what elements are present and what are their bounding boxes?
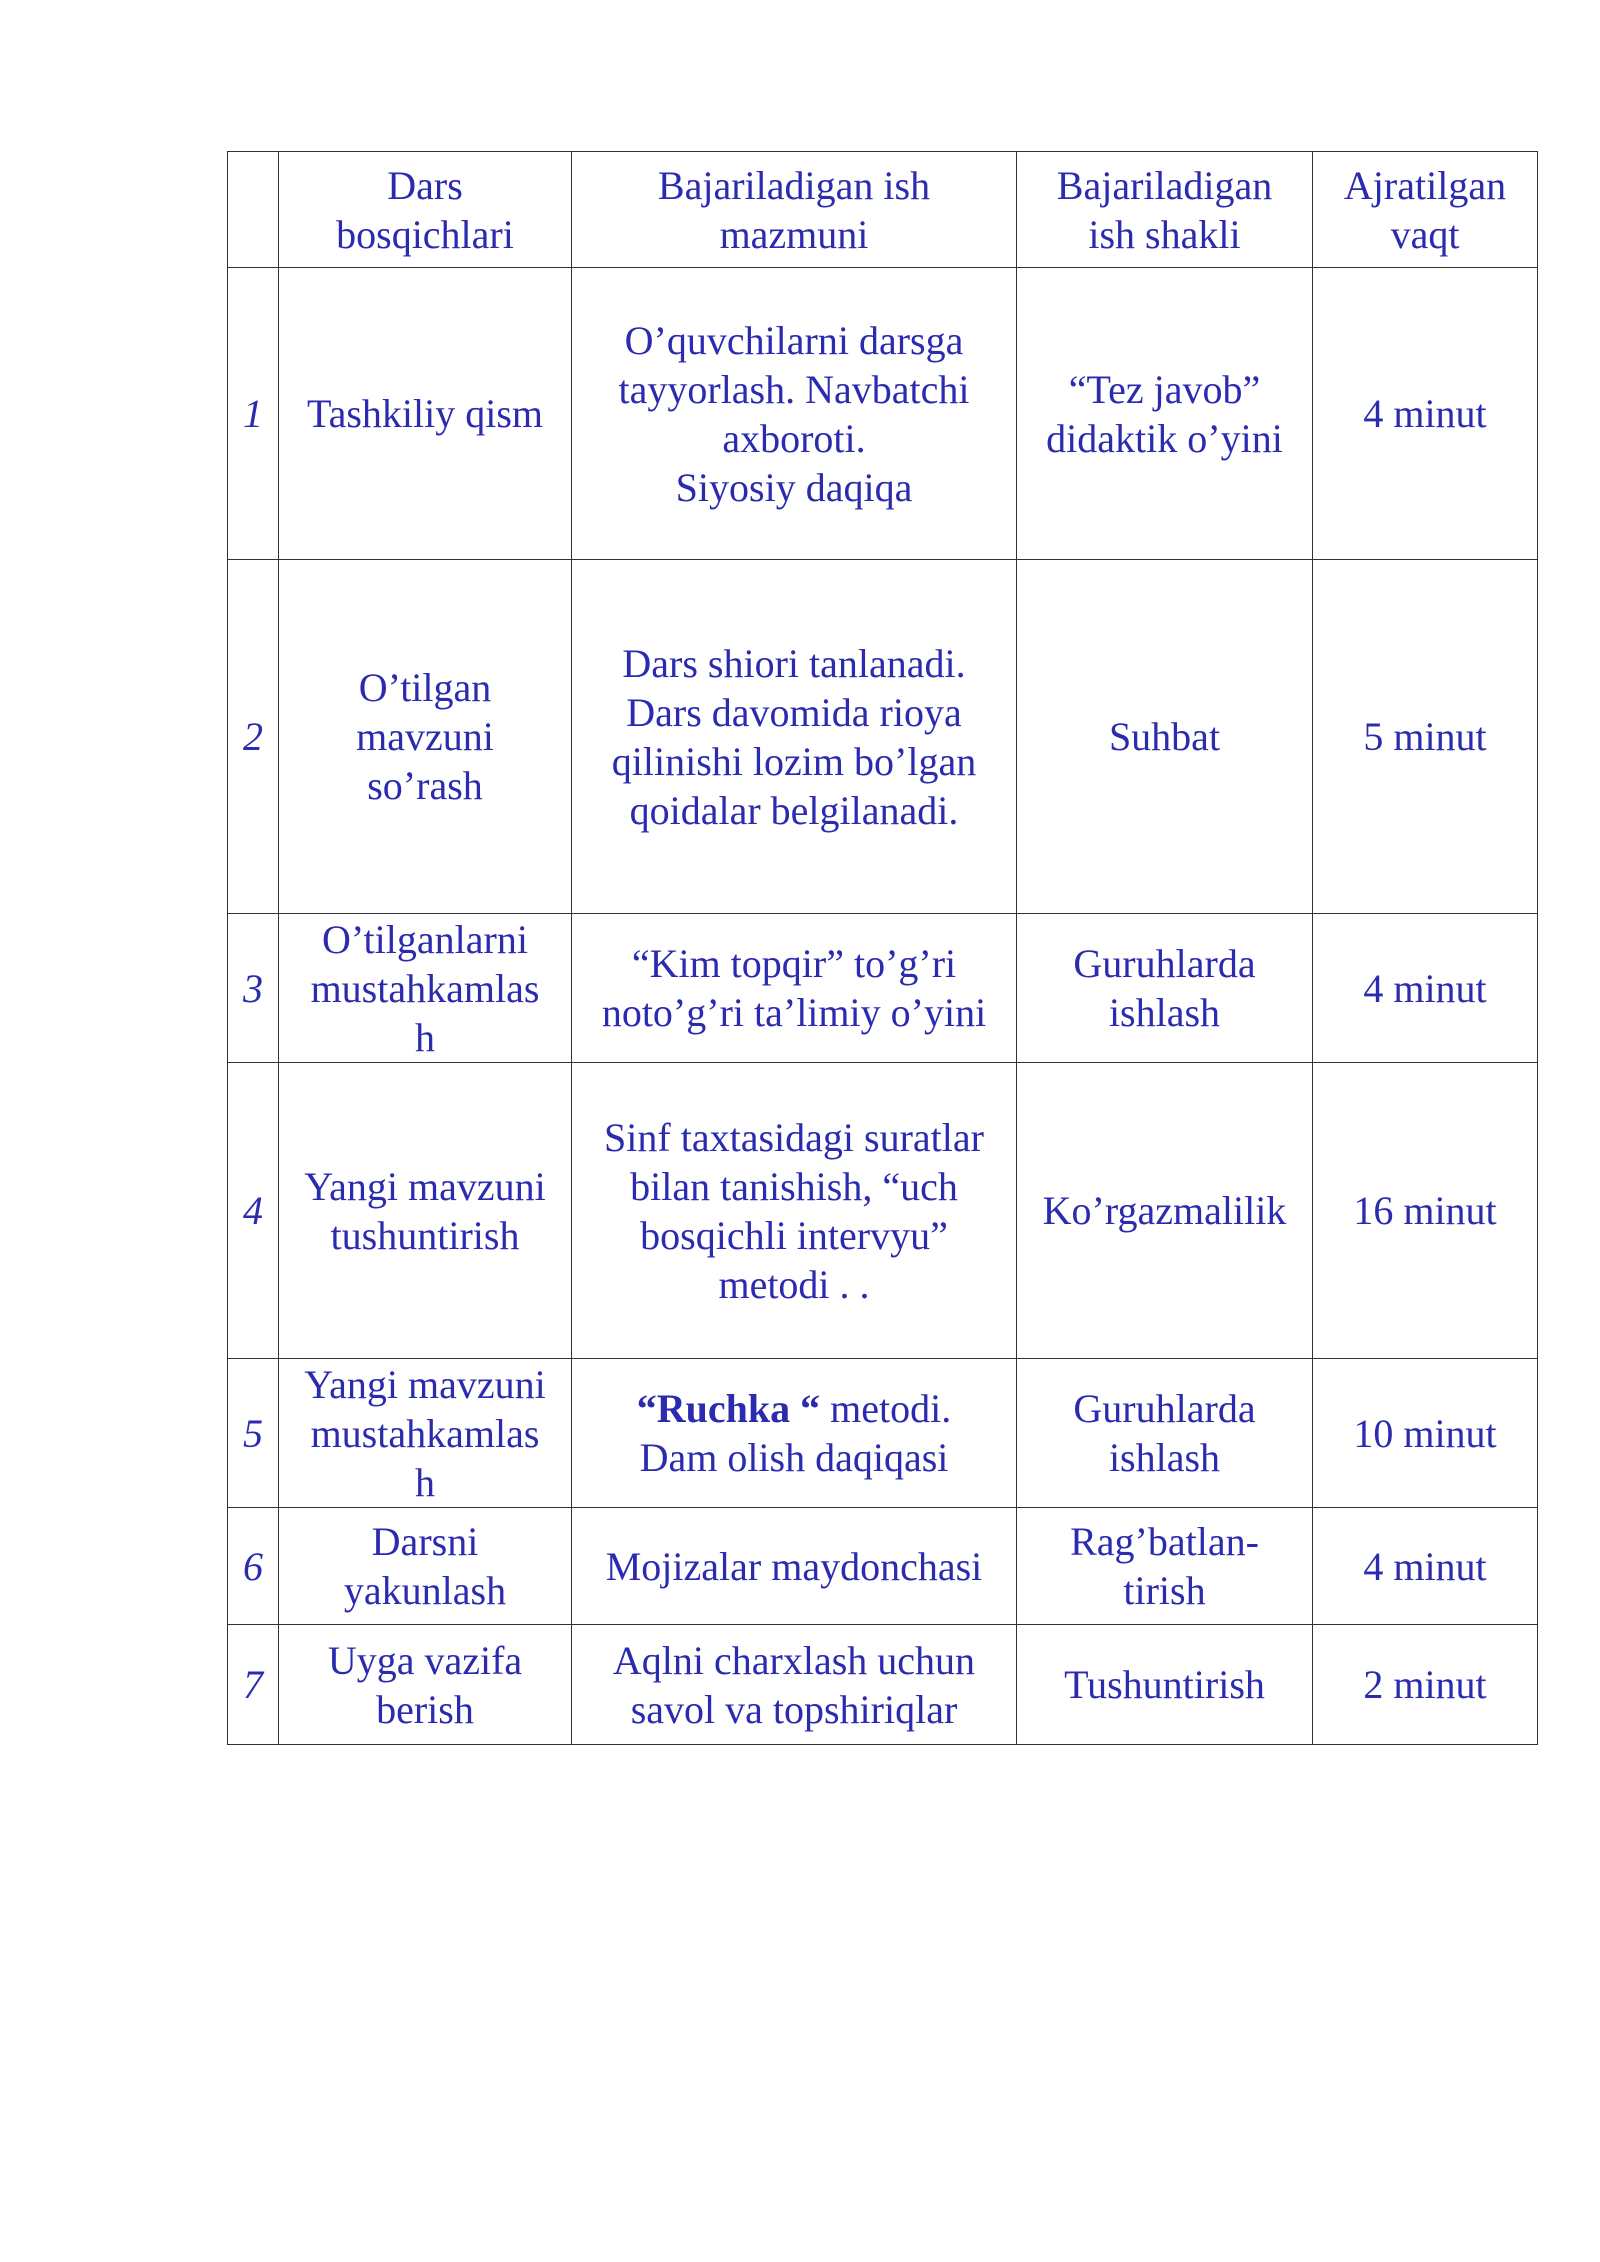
time-cell: 5 minut [1313,560,1538,914]
row-number-cell: 6 [228,1508,279,1625]
header-content-line: Bajariladigan ish [657,162,931,208]
form-line: Suhbat [1108,714,1221,759]
stage-cell [279,1508,572,1625]
content-line: Dam olish daqiqasi [639,1435,949,1480]
stage-line: Uyga vazifa [327,1637,523,1683]
content-line: qoidalar belgilanadi. [629,787,959,833]
time-cell: 2 minut [1313,1625,1538,1745]
form-line: “Tez javob” [1068,366,1261,412]
table-row [228,1508,1538,1625]
stage-line: tushuntirish [330,1212,520,1258]
content-line: Mojizalar maydonchasi [605,1543,983,1589]
time-cell: 10 minut [1313,1359,1538,1508]
table-row [228,560,1538,914]
form-cell [1017,1359,1313,1508]
table-row [228,914,1538,1063]
stage-line: mustahkamlas [310,965,540,1011]
stage-cell [279,560,572,914]
content-line: noto’g’ri ta’limiy o’yini [601,990,987,1035]
stage-line: Yangi mavzuni [304,1163,546,1209]
content-line [576,1384,1012,1433]
header-stage-line: bosqichlari [336,211,514,257]
table-row [228,1625,1538,1745]
content-line: qilinishi lozim bo’lgan [611,738,977,784]
content-cell [572,560,1017,914]
content-line: tayyorlash. Navbatchi [618,366,970,412]
stage-cell [279,914,572,1063]
stage-line: Darsni [371,1519,479,1564]
header-content-cell [572,152,1017,268]
method-name-bold: “Ruchka “ [636,1386,821,1431]
header-time-cell [1313,152,1538,268]
content-line: metodi . . [718,1261,870,1307]
content-line: Siyosiy daqiqa [675,464,913,510]
form-line: Ko’rgazmalilik [1042,1188,1287,1233]
table-row [228,268,1538,560]
content-text-run: metodi. [820,1386,952,1431]
content-line: bilan tanishish, “uch [630,1163,958,1209]
header-num-cell [228,152,279,268]
stage-line: h [415,1459,435,1505]
form-line: tirish [1123,1568,1206,1613]
table-header-row [228,152,1538,268]
row-number-cell: 4 [228,1063,279,1359]
form-cell [1017,560,1313,914]
header-time-line: Ajratilgan [1343,162,1507,208]
content-line: Sinf taxtasidagi suratlar [604,1114,984,1160]
content-cell [572,1508,1017,1625]
stage-cell [279,1625,572,1745]
form-cell [1017,1508,1313,1625]
content-line: savol va topshiriqlar [630,1686,958,1732]
row-number-cell: 3 [228,914,279,1063]
content-cell [572,1625,1017,1745]
form-line: ishlash [1108,990,1221,1035]
table-row [228,1359,1538,1508]
stage-line: O’tilganlarni [322,916,528,962]
table-row [228,1063,1538,1359]
row-number-cell: 5 [228,1359,279,1508]
stage-line: O’tilgan [358,665,492,710]
form-cell [1017,1625,1313,1745]
content-line: bosqichli intervyu” [640,1212,948,1258]
stage-line: mavzuni [356,714,494,759]
row-number-cell: 2 [228,560,279,914]
stage-line: Yangi mavzuni [304,1361,546,1407]
stage-line: berish [376,1686,474,1732]
header-time-line: vaqt [1390,211,1460,257]
stage-cell [279,1063,572,1359]
header-form-line: ish shakli [1088,211,1241,257]
content-line: Dars shiori tanlanadi. [622,640,966,686]
form-line: didaktik o’yini [1046,415,1283,461]
form-cell [1017,268,1313,560]
content-line: axboroti. [722,415,866,461]
header-form-cell [1017,152,1313,268]
content-cell [572,914,1017,1063]
content-cell [572,1359,1017,1508]
time-cell: 4 minut [1313,268,1538,560]
form-line: Rag’batlan- [1070,1519,1259,1564]
row-number-cell: 1 [228,268,279,560]
stage-line: so’rash [367,763,483,808]
content-line: Aqlni charxlash uchun [612,1637,976,1683]
time-cell: 4 minut [1313,1508,1538,1625]
form-line: Tushuntirish [1064,1662,1265,1707]
form-line: Guruhlarda [1073,1386,1256,1431]
stage-line: h [415,1014,435,1060]
header-stage-line: Dars [387,162,463,208]
form-line: Guruhlarda [1073,941,1256,986]
row-number-cell: 7 [228,1625,279,1745]
header-stage-cell [279,152,572,268]
stage-cell [279,268,572,560]
lesson-plan-table [227,151,1538,1745]
stage-line: yakunlash [343,1568,507,1613]
header-form-line: Bajariladigan [1056,162,1273,208]
content-line: O’quvchilarni darsga [624,317,964,363]
content-line: Dars davomida rioya [626,689,962,735]
form-line: ishlash [1108,1435,1221,1480]
content-cell [572,268,1017,560]
time-cell: 4 minut [1313,914,1538,1063]
content-line: “Kim topqir” to’g’ri [631,941,957,986]
stage-line: Tashkiliy qism [306,391,544,436]
stage-cell [279,1359,572,1508]
header-content-line: mazmuni [719,211,869,257]
time-cell: 16 minut [1313,1063,1538,1359]
stage-line: mustahkamlas [310,1410,540,1456]
content-cell [572,1063,1017,1359]
form-cell [1017,914,1313,1063]
form-cell [1017,1063,1313,1359]
